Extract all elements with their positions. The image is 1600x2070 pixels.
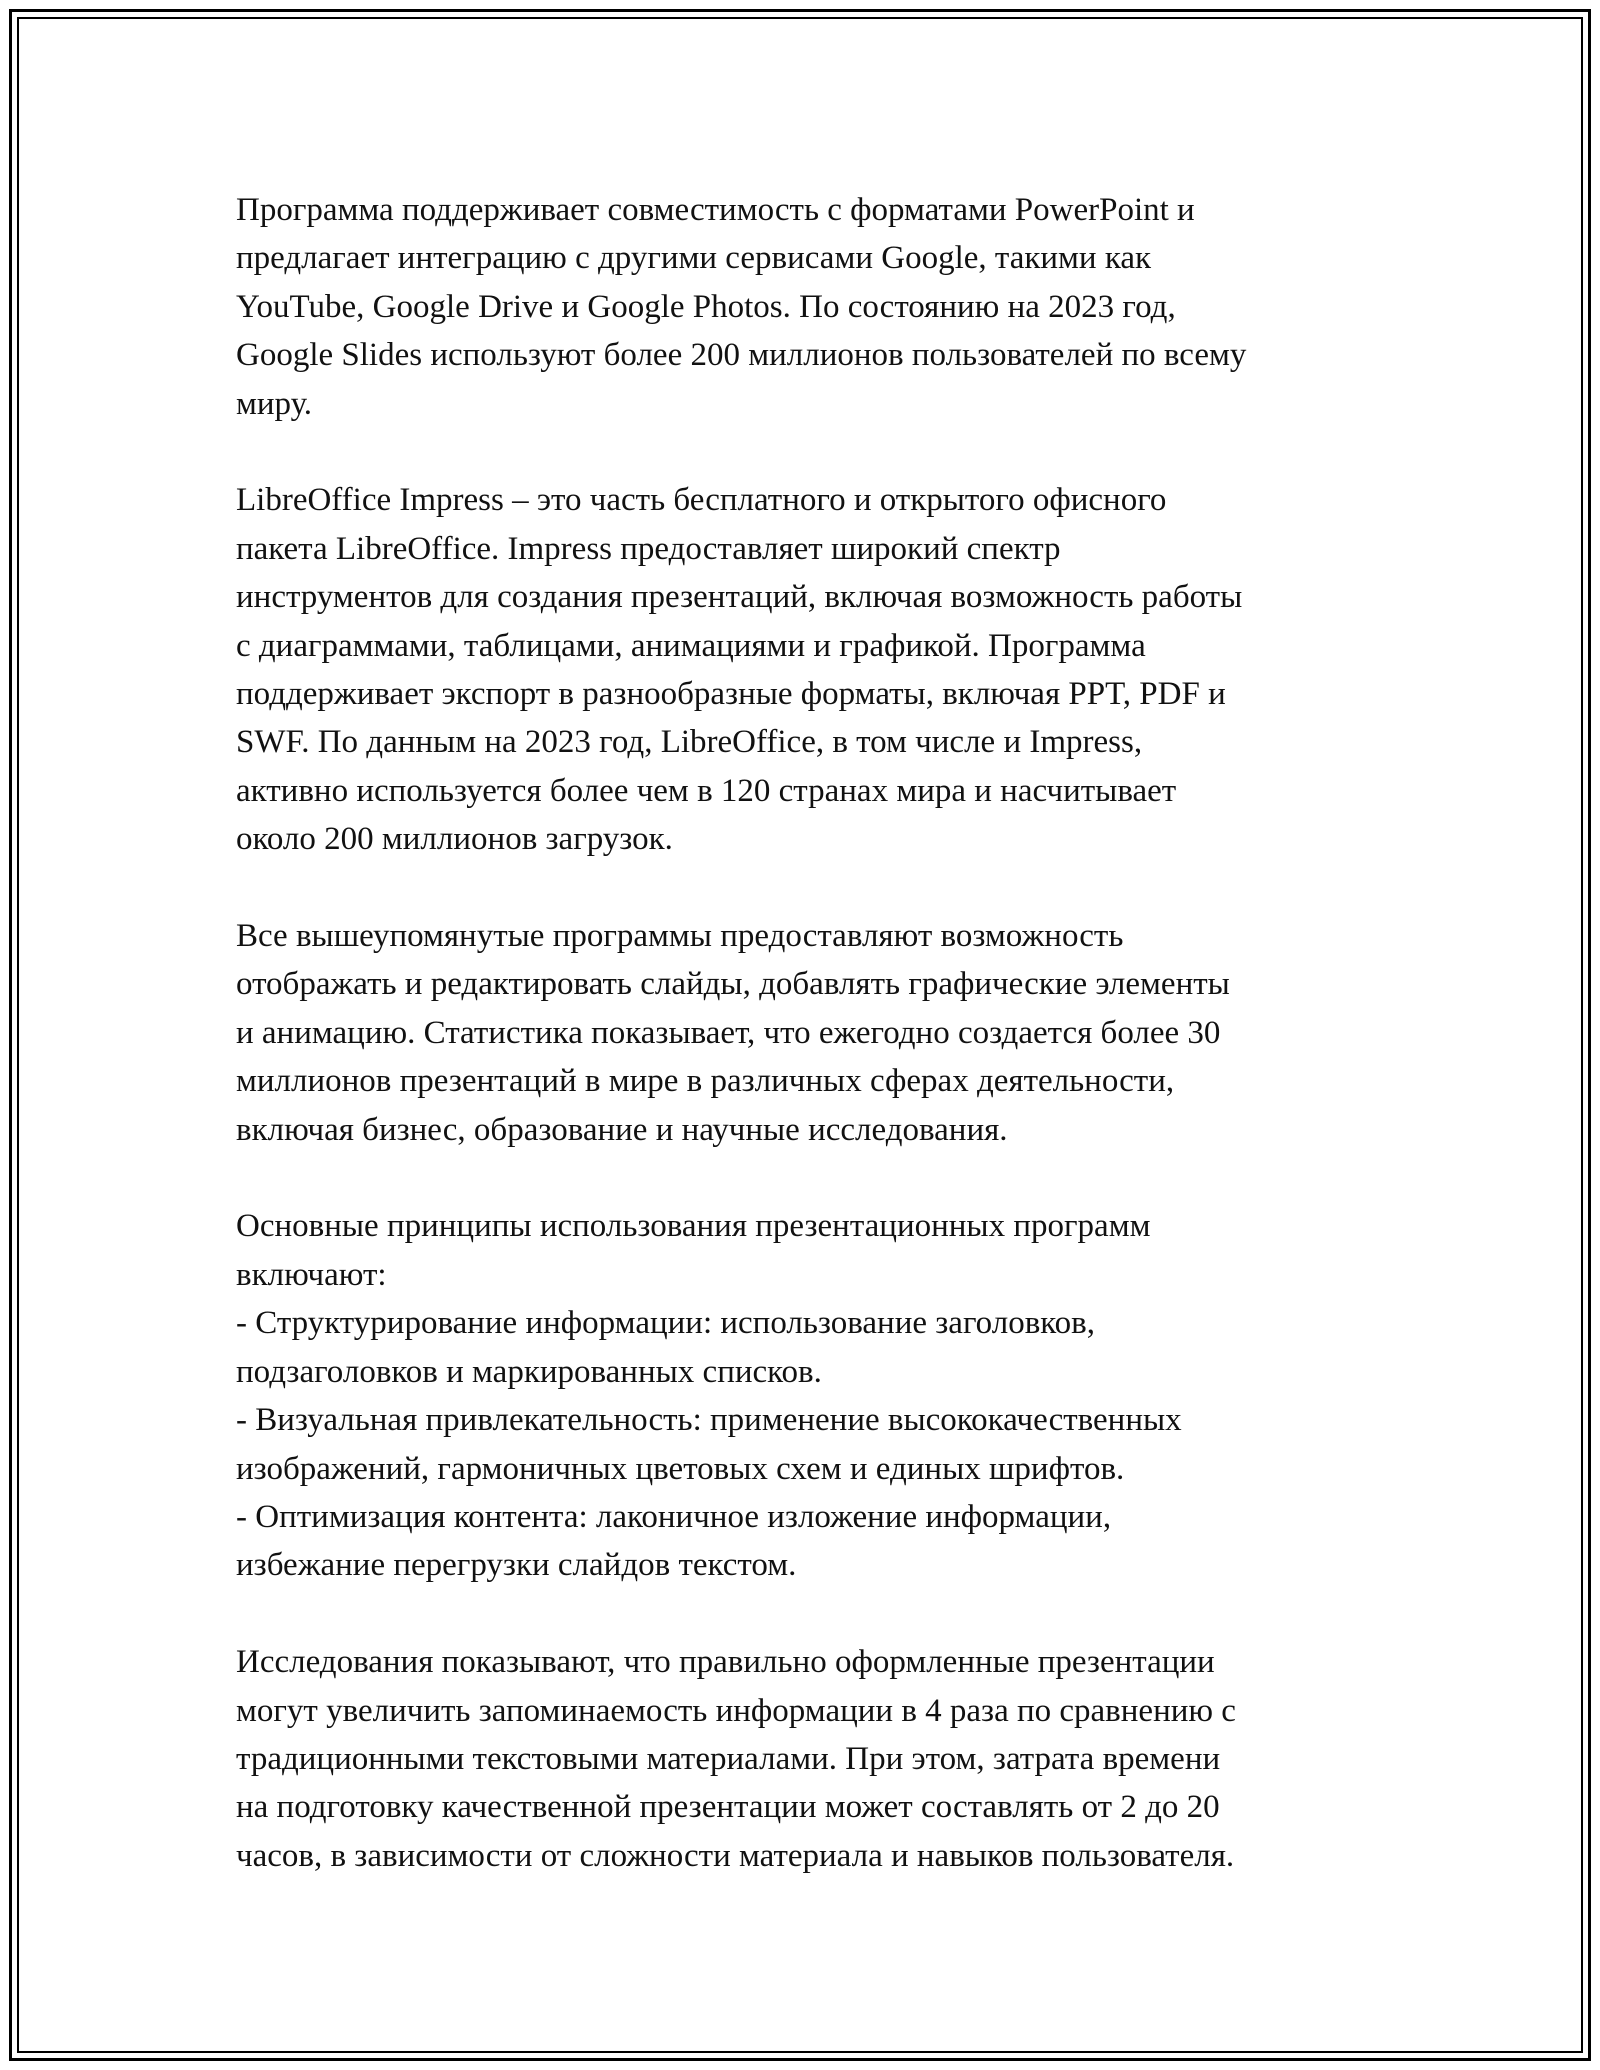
paragraph-google-slides: Программа поддерживает совместимость с форматами PowerPoint и предлагает интеграцию с другими сервисами Google, такими как YouTube, Google Drive и Google Photos. По состоянию на 2023 год, Google Slides используют более 200 миллионов пользователей по всему миру. — [236, 192, 1247, 422]
paragraph-common-features: Все вышеупомянутые программы предоставляют возможность отображать и редактировать слайды, добавлять графические элементы и анимацию. Статистика показывает, что ежегодно создается более 30 миллионов презентаций в мире в различных сферах деятельности, включая бизнес, образование и научные исследования. — [236, 918, 1230, 1148]
paragraph-usage-principles: Основные принципы использования презентационных программ включают: - Структурирование информации: использование заголовков, подзаголовков и маркированных списков. - Визуальная привлекательность: применение высококачественных изображений, гармоничных цветовых схем и единых шрифтов. - Оптимизация контента: лаконичное изложение информации, избежание перегрузки слайдов текстом. — [236, 1208, 1182, 1584]
paragraph-research-findings: Исследования показывают, что правильно оформленные презентации могут увеличить запоминаемость информации в 4 раза по сравнению с традиционными текстовыми материалами. При этом, затрата времени на подготовку качественной презентации может составлять от 2 до 20 часов, в зависимости от сложности материала и навыков пользователя. — [236, 1644, 1236, 1874]
paragraph-libreoffice-impress: LibreOffice Impress – это часть бесплатного и открытого офисного пакета LibreOffice. Impress предоставляет широкий спектр инструментов для создания презентаций, включая возможность работы с диаграммами, таблицами, анимациями и графикой. Программа поддерживает экспорт в разнообразные форматы, включая PPT, PDF и SWF. По данным на 2023 год, LibreOffice, в том числе и Impress, активно используется более чем в 120 странах мира и насчитывает около 200 миллионов загрузок. — [236, 482, 1243, 858]
document-body — [236, 186, 1396, 1880]
